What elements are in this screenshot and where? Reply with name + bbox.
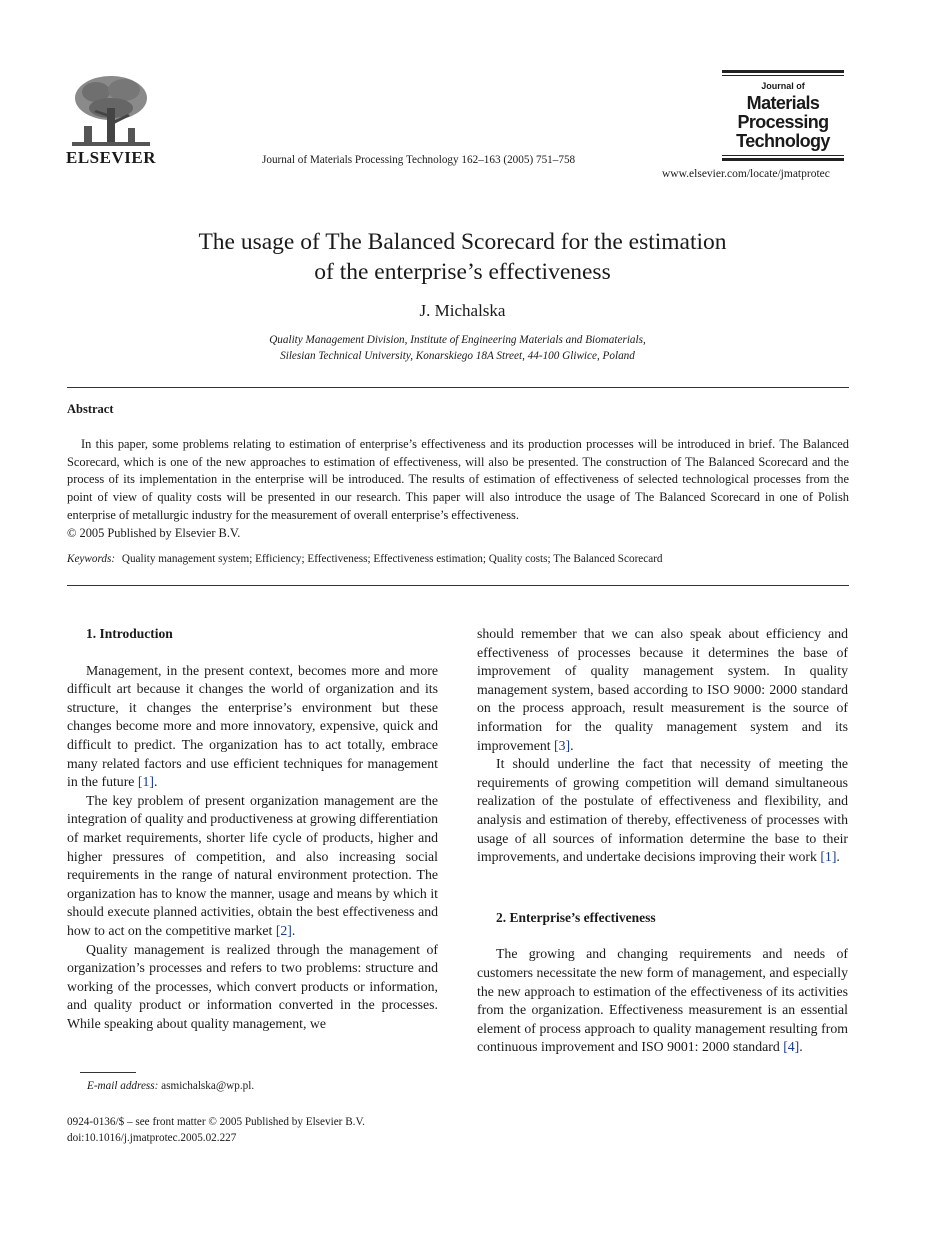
author-name: J. Michalska (419, 301, 506, 320)
paragraph: Management, in the present context, becomes more and more difficult art because it changes the world of organization and its structure, it changes the enterprise’s environment but these changes become more and more innovatory, expensive, quick and difficult to predict. The organization has to act totally, embrace many related factors and use efficient techniques for management in the future [1]. (67, 662, 438, 790)
keywords-list: Quality management system; Efficiency; Effectiveness; Effectiveness estimation; Quality costs; The Balanced Scorecard (121, 553, 663, 565)
section-heading: 2. Enterprise’s effectiveness (496, 909, 656, 925)
doi[interactable]: doi:10.1016/j.jmatprotec.2005.02.227 (67, 1132, 237, 1144)
journal-logo-line: Materials (746, 93, 820, 113)
citation-link[interactable]: [3] (554, 737, 571, 753)
paragraph: should remember that we can also speak about efficiency and effectiveness of processes because it determines the base of improvement of quality management system. In quality management system, based according to ISO 9000: 2000 standard on the process approach, result measurement is the source of information for the quality management system and its improvement [3]. (477, 626, 848, 753)
left-column (67, 625, 438, 1033)
email-label: E-mail address: (87, 1080, 159, 1092)
paragraph: It should underline the fact that necessity of meeting the requirements of growing competition will demand simultaneous realization of the postulate of effectiveness and flexibility, and analysis and estimation of thereby, effectiveness of processes with usage of all sources of information determine the base to their improvements, and undertake decisions improving their work [1]. (477, 756, 848, 865)
citation-link[interactable]: [4] (783, 1039, 800, 1055)
footnote-divider (80, 1072, 136, 1073)
journal-url[interactable]: www.elsevier.com/locate/jmatprotec (662, 168, 830, 180)
journal-logo-line: Technology (736, 131, 830, 151)
paragraph: The growing and changing requirements and needs of customers necessitate the new form of management, and especially the new approach to estimation of the effectiveness of its activities from the organization. Effectiveness measurement is an essential element of process approach to quality management resulting from continuous improvement and ISO 9001: 2000 standard [4]. (477, 946, 848, 1055)
keywords (67, 553, 849, 565)
abstract-copyright: © 2005 Published by Elsevier B.V. (67, 525, 241, 540)
journal-logo-line: Processing (737, 112, 829, 132)
email-address[interactable]: asmichalska@wp.pl. (161, 1080, 255, 1092)
publisher-name: ELSEVIER (66, 148, 156, 167)
journal-logo-of: Journal of (761, 81, 805, 91)
front-matter (67, 1114, 365, 1146)
citation-link[interactable]: [1] (820, 849, 837, 865)
citation-link[interactable]: [2] (275, 922, 292, 938)
abstract-text: In this paper, some problems relating to estimation of enterprise’s effectiveness and its production processes will be introduced in brief. The Balanced Scorecard, which is one of the new approaches to estimation of effectiveness, will also be presented. The construction of The Balanced Scorecard and the process of its implementation in the enterprise will be introduced. The results of estimation of effectiveness of selected technological processes from the point of view of quality costs will be presented in our research. This paper will also introduce the usage of The Balanced Scorecard in one of Polish enterprise of metallurgic industry for the measurement of overall enterprise’s effectiveness. (67, 437, 849, 522)
footnote-email (87, 1080, 254, 1092)
article-title-line: of the enterprise’s effectiveness (314, 259, 611, 285)
keywords-label: Keywords: (67, 553, 116, 565)
journal-logo (722, 70, 844, 162)
paragraph: Quality management is realized through the management of organization’s processes and refers to two problems: structure and working of the processes, which convert products or information, and quality product or information converted in the processes. While speaking about quality management, we (67, 941, 438, 1031)
affiliation-line: Quality Management Division, Institute of Engineering Materials and Biomaterials, (269, 334, 646, 346)
abstract-body (67, 436, 849, 542)
front-matter-line: 0924-0136/$ – see front matter © 2005 Published by Elsevier B.V. (67, 1116, 365, 1128)
affiliation-line: Silesian Technical University, Konarskiego 18A Street, 44-100 Gliwice, Poland (280, 350, 635, 362)
divider (67, 387, 849, 388)
citation-link[interactable]: [1] (137, 774, 154, 790)
right-column (477, 625, 848, 1057)
article-title-line: The usage of The Balanced Scorecard for the estimation (198, 229, 727, 255)
abstract-heading: Abstract (67, 402, 114, 416)
journal-citation: Journal of Materials Processing Technology 162–163 (2005) 751–758 (262, 154, 576, 166)
section-heading: 1. Introduction (86, 626, 173, 641)
divider (67, 585, 849, 586)
paragraph: The key problem of present organization management are the integration of quality and productiveness at growing differentiation of market requirements, shorter life cycle of products, higher and higher pressures of competition, and also increasing social requirements in the range of natural environment protection. The organization has to know the manner, usage and means by which it should execute planned activities, obtain the best effectiveness and how to act on the competitive market [2]. (67, 792, 439, 938)
